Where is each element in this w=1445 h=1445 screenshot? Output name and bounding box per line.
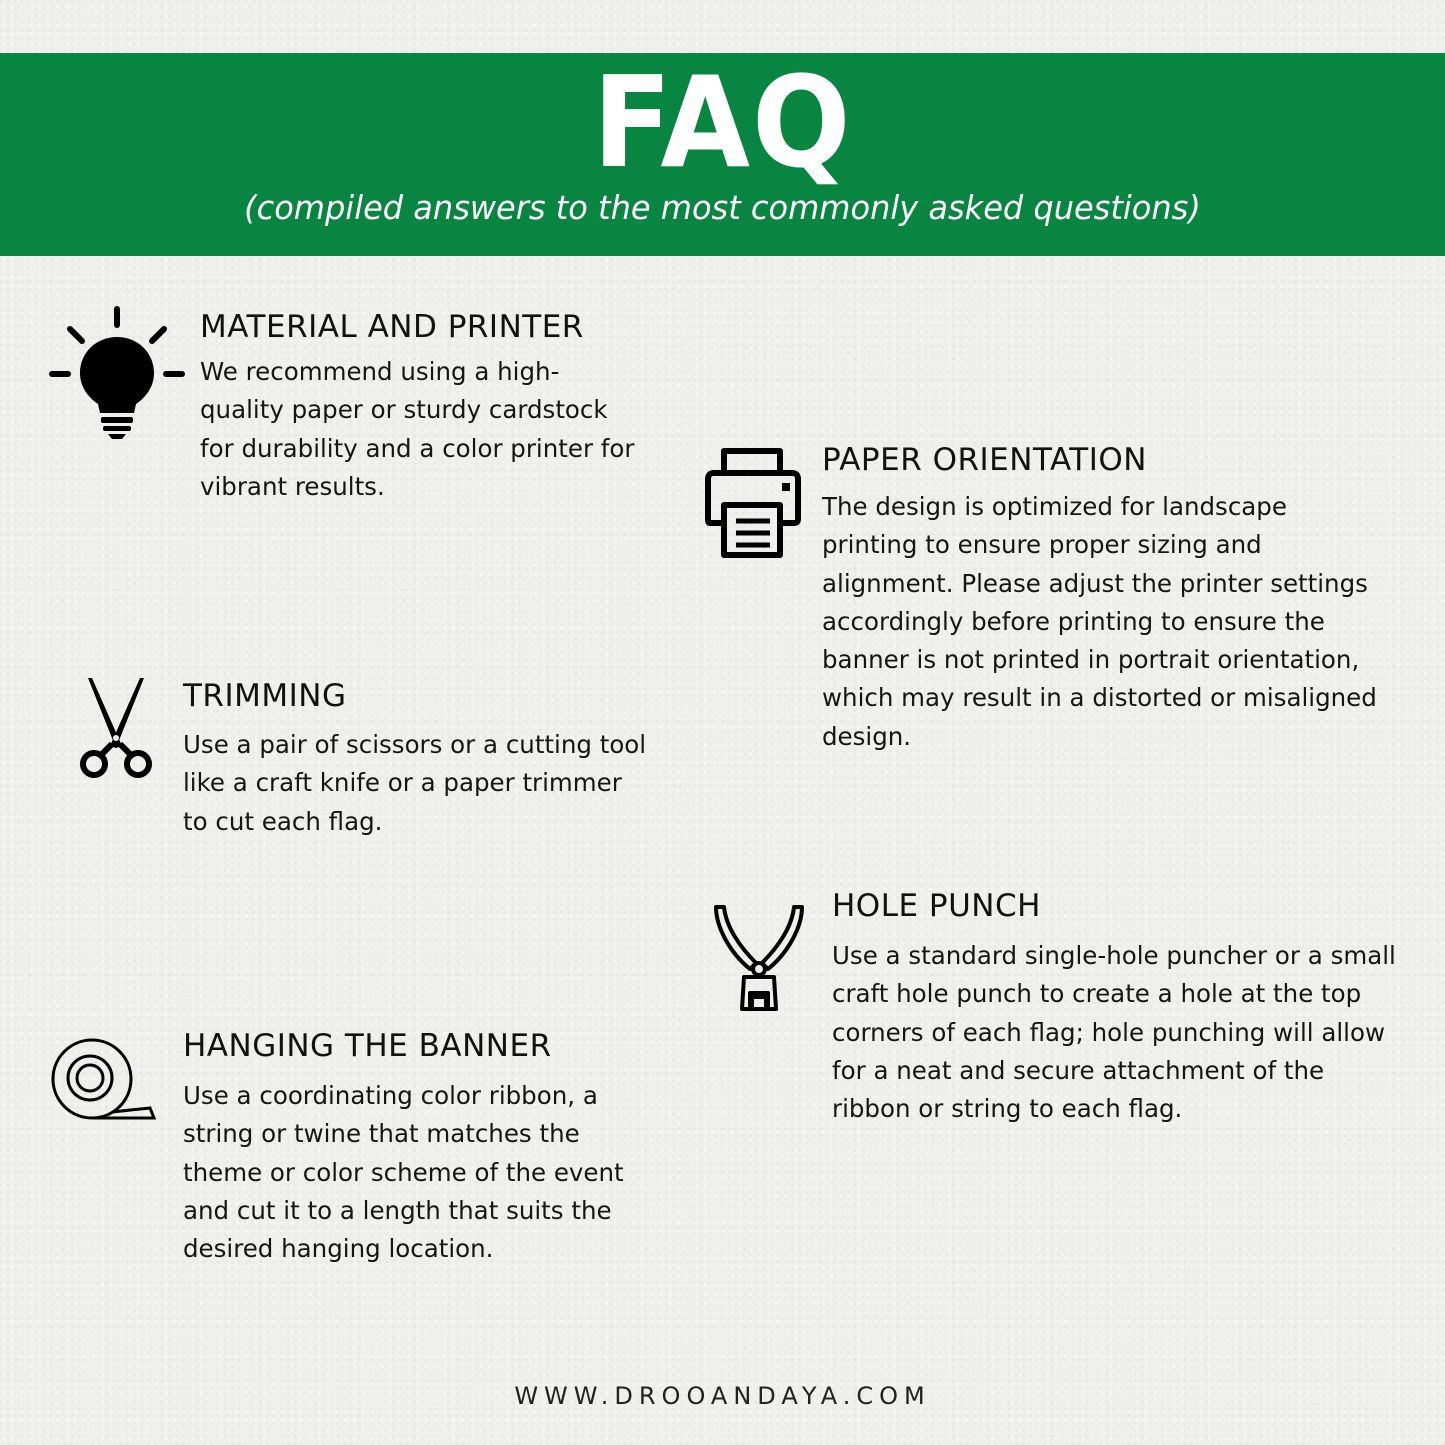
- faq-heading-trimming: TRIMMING: [183, 678, 347, 714]
- faq-heading-orientation: PAPER ORIENTATION: [822, 442, 1147, 478]
- faq-body-hanging: Use a coordinating color ribbon, a string or twine that matches the theme or color scheme of the event and cut it to a length that suits the desired hanging location.: [183, 1081, 624, 1264]
- printer-icon: [704, 447, 802, 559]
- faq-body-orientation: The design is optimized for landscape printing to ensure proper sizing and alignment. Please adjust the printer settings accordingly before printing to ensure the banner is not printed in portrait orientation, which may result in a distorted or misaligned design.: [822, 492, 1377, 751]
- faq-material-and-printer: [200, 307, 660, 506]
- hole-punch-icon: [710, 903, 808, 1017]
- faq-body-holepunch: Use a standard single-hole puncher or a small craft hole punch to create a hole at the top corners of each flag; hole punching will allow for a neat and secure attachment of the ribbon or string to each flag.: [832, 941, 1396, 1124]
- faq-trimming: [183, 676, 653, 841]
- faq-heading-holepunch: HOLE PUNCH: [832, 888, 1041, 924]
- faq-hole-punch: [832, 886, 1412, 1128]
- faq-heading-hanging: HANGING THE BANNER: [183, 1028, 552, 1064]
- website-url[interactable]: WWW.DROOANDAYA.COM: [514, 1382, 931, 1410]
- faq-hanging-the-banner: [183, 1026, 663, 1268]
- faq-body-material: We recommend using a high-quality paper or sturdy cardstock for durability and a color printer for vibrant results.: [200, 357, 635, 501]
- faq-paper-orientation: [822, 440, 1402, 756]
- faq-heading-material: MATERIAL AND PRINTER: [200, 309, 584, 345]
- scissors-icon: [78, 676, 156, 780]
- page-subtitle: (compiled answers to the most commonly asked questions): [244, 188, 1201, 227]
- lightbulb-icon: [48, 305, 186, 443]
- page-title: FAQ: [592, 49, 853, 196]
- faq-body-trimming: Use a pair of scissors or a cutting tool like a craft knife or a paper trimmer to cut each flag.: [183, 730, 647, 836]
- ribbon-roll-icon: [50, 1036, 156, 1122]
